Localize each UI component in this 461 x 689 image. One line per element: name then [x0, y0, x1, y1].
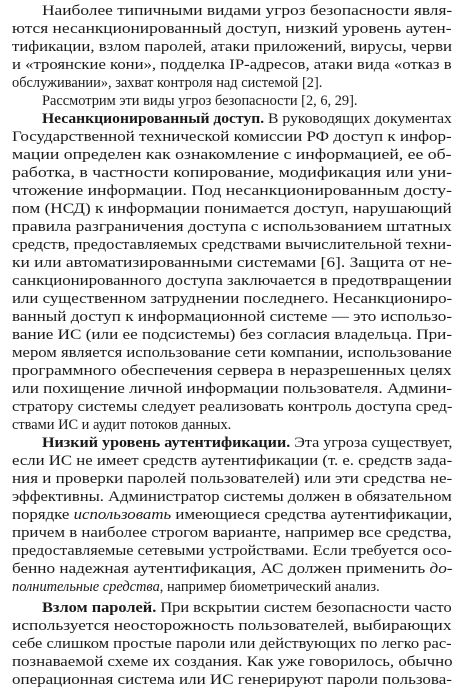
text-line	[12, 290, 452, 308]
text-run: Наиболее типичными видами угроз безопасности явля-	[42, 3, 453, 19]
bold-heading-run: Несанкционированный доступ.	[42, 111, 265, 127]
text-line	[12, 326, 452, 344]
text-run: пом (НСД) к информации понимается доступ, нарушающий	[12, 201, 452, 217]
text-run: санкционированного доступа заключается в предотвращении	[12, 273, 452, 289]
text-line	[12, 470, 452, 488]
text-run: вание ИС (или ее подсистемы) без согласия владельца. При-	[12, 327, 453, 343]
text-line	[12, 254, 452, 272]
text-line	[12, 617, 452, 635]
text-run: предоставляемые сетевыми устройствами. Если требуется осо-	[12, 543, 452, 559]
text-line	[12, 344, 452, 362]
bold-heading-run: Взлом паролей.	[42, 600, 157, 616]
text-run: имеющиеся средства аутентификации,	[171, 507, 453, 523]
text-line	[12, 653, 453, 671]
text-line	[42, 2, 452, 20]
text-run: стратору системы следует реализовать контроль доступа сред-	[12, 399, 453, 415]
text-line	[12, 524, 452, 542]
text-line	[12, 236, 452, 254]
text-line	[42, 92, 358, 110]
text-line	[12, 380, 452, 398]
text-run: или существенном затруднении последнего. Несанкциониро-	[12, 291, 453, 307]
text-line	[12, 488, 452, 506]
text-line	[12, 308, 452, 326]
text-run: ки или автоматизированными системами [6]. Защита от не-	[12, 255, 453, 271]
text-line	[12, 74, 322, 92]
text-line	[12, 671, 452, 689]
text-line	[12, 416, 231, 434]
bold-heading-run: Низкий уровень аутентификации.	[42, 435, 291, 451]
text-run: Государственной технической комиссии РФ доступ к инфор-	[12, 129, 452, 145]
text-line	[12, 146, 451, 164]
text-run: ванный доступ к информационной системе — это использо-	[12, 309, 453, 325]
text-run: бенно надежная аутентификация, АС должен применить	[12, 561, 430, 577]
text-line	[42, 110, 452, 128]
italic-run: полнительные средства	[12, 579, 160, 595]
text-line	[12, 164, 452, 182]
text-line	[12, 20, 451, 38]
text-line	[12, 560, 453, 578]
text-run: обслуживании», захват контроля над системой [2].	[12, 75, 323, 91]
text-run: и «троянские кони», подделка IP-адресов, атаки вида «отказ в	[12, 57, 452, 73]
text-run: причем в наиболее строгом варианте, например все средства,	[12, 525, 452, 541]
text-run: себе слишком простые пароли или действующих по легко рас-	[12, 636, 452, 652]
text-line	[12, 272, 452, 290]
italic-run: использовать	[73, 507, 172, 523]
text-line	[12, 182, 452, 200]
text-line	[12, 200, 452, 218]
italic-run: до-	[429, 561, 453, 577]
text-run: Эта угроза существует,	[290, 435, 453, 451]
text-run: В руководящих документах	[264, 111, 452, 127]
text-run: ствами ИС и аудит потоков данных.	[12, 417, 232, 433]
text-run: или похищение личной информации пользователя. Админи-	[12, 381, 453, 397]
text-run: ния и проверки паролей пользователей) или эти средства не-	[12, 471, 453, 487]
text-run: если ИС не имеет средств аутентификации (т. е. средств зада-	[12, 453, 453, 469]
text-run: работка, в частности копирование, модификация или уни-	[12, 165, 453, 181]
text-run: познаваемой схеме их создания. Как уже говорилось, обычно	[12, 654, 453, 670]
text-run: , например биометрический анализ.	[159, 579, 380, 595]
text-run: мером является использование сети компании, использование	[12, 345, 452, 361]
text-line	[42, 599, 452, 617]
text-run: тификации, взлом паролей, атаки приложений, вирусы, черви	[12, 39, 452, 55]
text-line	[12, 56, 452, 74]
text-line	[12, 506, 452, 524]
text-run: правила разграничения доступа с использованием штатных	[12, 219, 452, 235]
text-line	[12, 398, 452, 416]
text-run: средств, предоставляемых средствами вычислительной техни-	[12, 237, 452, 253]
text-run: используется неосторожность пользователей, выбирающих	[12, 618, 452, 634]
document-page	[12, 0, 453, 688]
text-line	[12, 635, 452, 653]
text-line	[12, 218, 452, 236]
text-run: эффективны. Администратор системы должен в обязательном	[12, 489, 452, 505]
text-line	[12, 578, 380, 596]
text-run: порядке	[12, 507, 74, 523]
text-run: ются несанкционированный доступ, низкий уровень аутен-	[12, 21, 452, 37]
text-run: чтожение информации. Под несанкционированным досту-	[12, 183, 452, 199]
text-line	[12, 38, 452, 56]
text-line	[12, 128, 452, 146]
text-line	[12, 362, 452, 380]
text-run: мации определен как ознакомление с информацией, ее об-	[12, 147, 452, 163]
text-line	[42, 434, 452, 452]
text-line	[12, 542, 452, 560]
text-line	[12, 452, 452, 470]
text-run: программного обеспечения сервера в неразрешенных целях	[12, 363, 452, 379]
text-run: При вскрытии систем безопасности часто	[156, 600, 452, 616]
text-run: операционная система или ИС генерируют пароли пользова-	[12, 672, 452, 688]
text-run: Рассмотрим эти виды угроз безопасности [2, 6, 29].	[42, 93, 358, 109]
